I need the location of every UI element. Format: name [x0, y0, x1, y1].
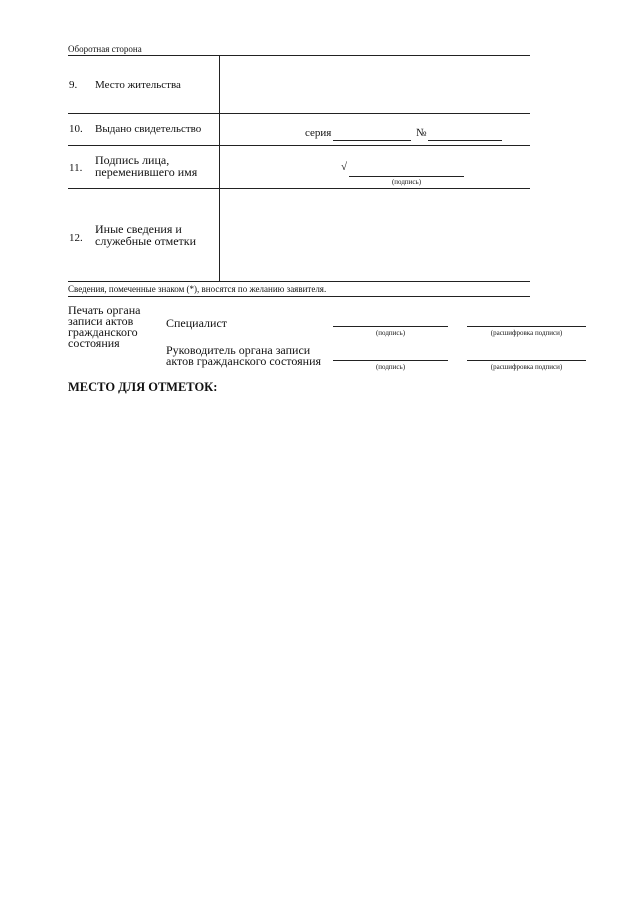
table-bottom-rule	[68, 281, 530, 282]
specialist-signature-field[interactable]	[333, 326, 448, 327]
marks-heading: МЕСТО ДЛЯ ОТМЕТОК:	[68, 380, 218, 394]
row-11-rule	[68, 188, 530, 189]
row-9-label: Место жительства	[95, 79, 181, 91]
head-signature-field[interactable]	[333, 360, 448, 361]
header-rule	[68, 55, 530, 56]
stamp-line-1: Печать органа	[68, 303, 141, 317]
row-12-label-line2: служебные отметки	[95, 234, 197, 248]
row-10-number: 10.	[69, 123, 83, 135]
head-decode-field[interactable]	[467, 360, 586, 361]
row-11-number: 11.	[69, 162, 83, 174]
certificate-number-field[interactable]	[428, 140, 502, 141]
check-mark: √	[341, 161, 348, 173]
series-field[interactable]	[333, 140, 411, 141]
footnote: Сведения, помеченные знаком (*), вносятся по желанию заявителя.	[68, 284, 327, 294]
row-10-label: Выдано свидетельство	[95, 123, 202, 135]
person-signature-field[interactable]	[349, 176, 464, 177]
person-signature-caption: (подпись)	[391, 178, 422, 186]
specialist-decode-caption: (расшифровка подписи)	[490, 329, 563, 337]
table-divider	[219, 55, 220, 281]
stamp-line-2: записи актов	[68, 314, 134, 328]
specialist-signature-caption: (подпись)	[375, 329, 406, 337]
row-9-rule	[68, 113, 530, 114]
side-label: Оборотная сторона	[68, 44, 142, 54]
stamp-line-3: гражданского	[68, 325, 138, 339]
head-label-line2: актов гражданского состояния	[166, 354, 322, 368]
row-9-number: 9.	[69, 79, 78, 91]
row-11-label-line2: переменившего имя	[95, 165, 198, 179]
row-10-rule	[68, 145, 530, 146]
head-signature-caption: (подпись)	[375, 363, 406, 371]
row-12-number: 12.	[69, 232, 83, 244]
stamp-line-4: состояния	[68, 336, 120, 350]
specialist-label: Специалист	[166, 316, 228, 330]
specialist-decode-field[interactable]	[467, 326, 586, 327]
head-decode-caption: (расшифровка подписи)	[490, 363, 563, 371]
number-sign: №	[416, 127, 427, 139]
row-12-label-line1: Иные сведения и	[95, 222, 182, 236]
footnote-rule	[68, 296, 530, 297]
head-label-line1: Руководитель органа записи	[166, 343, 311, 357]
row-11-label-line1: Подпись лица,	[95, 153, 170, 167]
series-label: серия	[305, 127, 332, 139]
